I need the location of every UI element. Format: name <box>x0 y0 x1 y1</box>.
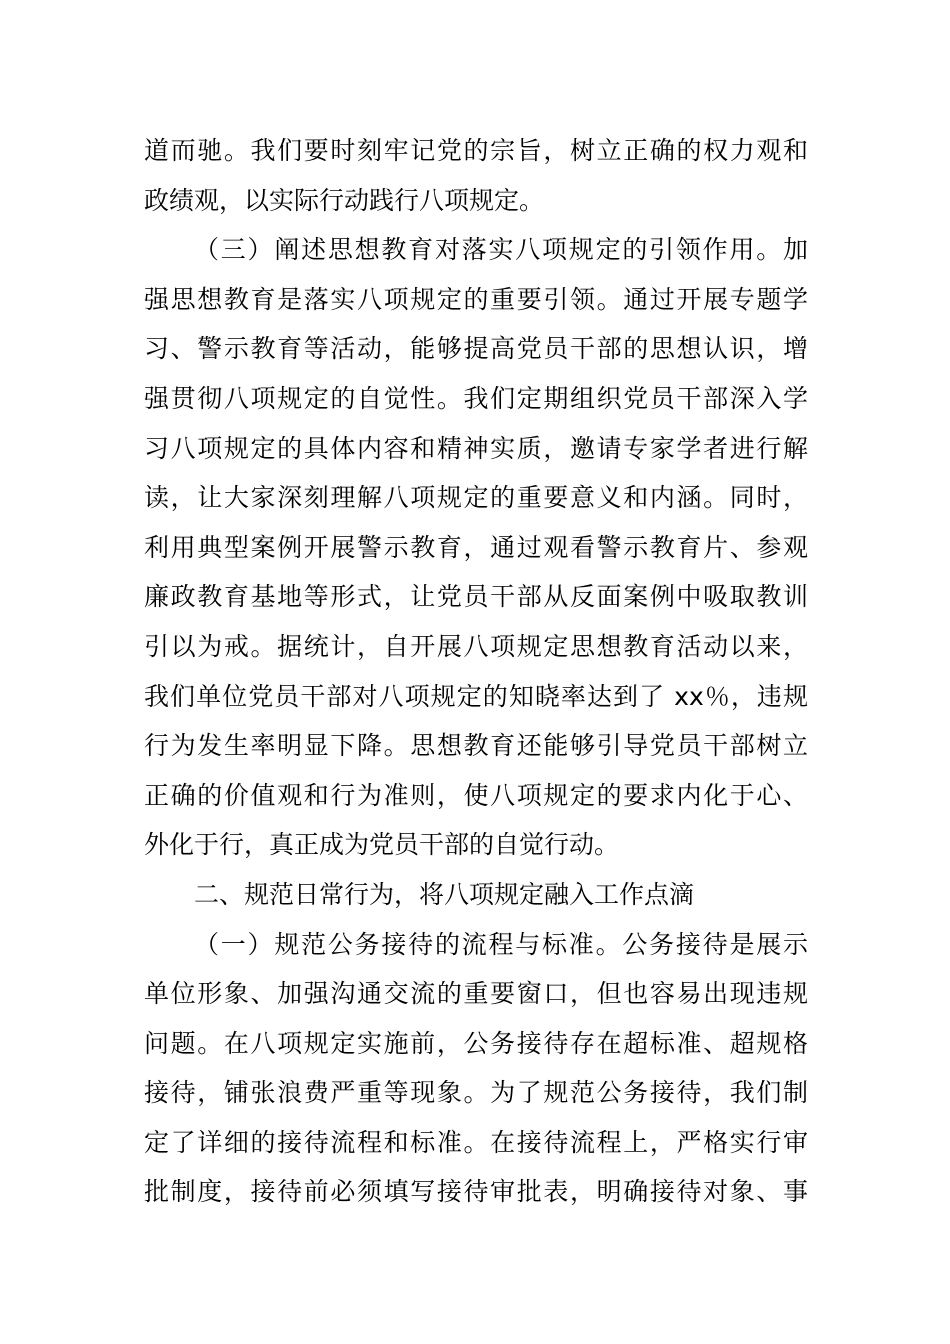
paragraph-heading-line: （一）规范公务接待的流程与标准。公务接待是展示 <box>194 929 808 959</box>
text-line: 强思想教育是落实八项规定的重要引领。通过开展专题学 <box>144 284 808 314</box>
text-line: 政绩观，以实际行动践行八项规定。 <box>144 185 545 215</box>
text-line: 正确的价值观和行为准则，使八项规定的要求内化于心、 <box>144 780 808 810</box>
text-line: 行为发生率明显下降。思想教育还能够引导党员干部树立 <box>144 731 808 761</box>
text-line: 问题。在八项规定实施前，公务接待存在超标准、超规格 <box>144 1028 808 1058</box>
text-line: 引以为戒。据统计，自开展八项规定思想教育活动以来， <box>144 631 808 661</box>
text-line: 习八项规定的具体内容和精神实质，邀请专家学者进行解 <box>144 433 808 463</box>
text-line: 道而驰。我们要时刻牢记党的宗旨，树立正确的权力观和 <box>144 136 808 165</box>
section-heading: 二、规范日常行为，将八项规定融入工作点滴 <box>194 879 695 909</box>
text-line: 读，让大家深刻理解八项规定的重要意义和内涵。同时， <box>144 483 808 513</box>
document-body <box>144 126 808 1217</box>
text-line: 习、警示教育等活动，能够提高党员干部的思想认识，增 <box>144 334 808 364</box>
text-line: 利用典型案例开展警示教育，通过观看警示教育片、参观 <box>144 532 808 562</box>
paragraph-heading-line: （三）阐述思想教育对落实八项规定的引领作用。加 <box>194 235 808 265</box>
text-line: 我们单位党员干部对八项规定的知晓率达到了 xx％，违规 <box>144 681 808 711</box>
text-line: 强贯彻八项规定的自觉性。我们定期组织党员干部深入学 <box>144 383 808 413</box>
text-line: 廉政教育基地等形式，让党员干部从反面案例中吸取教训 <box>144 582 808 612</box>
text-line: 单位形象、加强沟通交流的重要窗口，但也容易出现违规 <box>144 979 808 1009</box>
text-line: 批制度，接待前必须填写接待审批表，明确接待对象、事 <box>144 1177 808 1207</box>
text-line: 定了详细的接待流程和标准。在接待流程上，严格实行审 <box>144 1127 808 1157</box>
text-line: 接待，铺张浪费严重等现象。为了规范公务接待，我们制 <box>144 1078 808 1108</box>
text-line: 外化于行，真正成为党员干部的自觉行动。 <box>144 830 620 860</box>
